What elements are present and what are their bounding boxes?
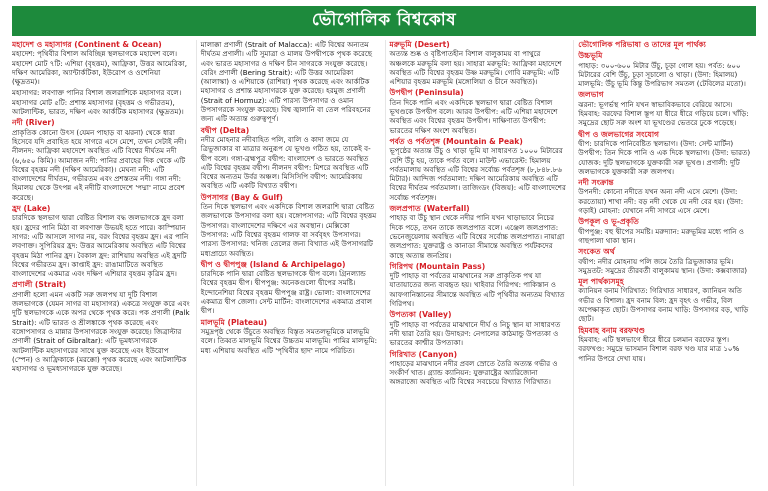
entry-heading: উপত্যকা (Valley): [389, 310, 452, 320]
entry: [12, 88, 190, 116]
entry: [390, 262, 568, 308]
entry-text: প্রাকৃতিক কোনো উৎস (যেমন পাহাড় বা ঝরনা) থেকে ধারা হিসেবে যদি প্রবাহিত হয়ে সাগরে এসে মেশে, তখন সেটাই নদী। নীলনদ: আফ্রিকা মহাদেশে অবস্থিত এটি বিশ্বের দীর্ঘতম নদী (৬,৬৫০ কিমি)। আমাজন নদী: পানির প্রবাহের দিক থেকে এটি বিশ্বের বৃহত্তম নদী (দক্ষিণ আমেরিকা)। মেঘনা নদী: এটি বাংলাদেশের দীর্ঘতম, গভীরতম এবং প্রশস্ততম নদী। গঙ্গা নদী: হিমালয় থেকে উৎপন্ন এই নদীটি বাংলাদেশে 'পদ্মা' নামে প্রবেশ করেছে।: [12, 127, 187, 202]
column-1: [12, 40, 190, 486]
entry: [578, 178, 756, 215]
entry-heading: উপকূল ও ভূ-প্রকৃতি: [578, 217, 639, 227]
entry-heading: দ্বীপ ও দ্বীপপুঞ্জ (Island & Archipelago): [200, 259, 346, 269]
entry: [390, 350, 568, 387]
entry: [390, 204, 568, 260]
entry-text: মহাদেশ: পৃথিবীর বিশাল অবিচ্ছিন্ন স্থলভাগকে মহাদেশ বলে। মহাদেশ মোট ৭টি: এশিয়া (বৃহত্তম), আফ্রিকা, উত্তর আমেরিকা, দক্ষিণ আমেরিকা, অ্যান্টার্কটিকা, ইউরোপ ও ওশেনিয়া (ক্ষুদ্রতম)।: [12, 49, 188, 87]
entry-heading: মূল পার্থক্যসমূহ: [578, 277, 624, 287]
entry: [578, 217, 756, 245]
entry-text: দ্বীপপুঞ্জ: বহু দ্বীপের সমষ্টি। মরুদ্যান: মরুভূমির মধ্যে পানি ও গাছপালা থাকা স্থান।: [578, 226, 744, 245]
entry-heading: উচ্চভূমি: [578, 51, 603, 61]
entry-heading: জলপ্রপাত (Waterfall): [389, 204, 470, 214]
entry-text: উপনদী: কোনো নদীতে যখন অন্য নদী এসে মেশে। (উদা: করতোয়া) শাখা নদী: বড় নদী থেকে যে নদী বের হয়। (উদা: গড়াই) মোহনা: যেখানে নদী সাগরে এসে মেশে।: [578, 187, 744, 216]
entry-text: পাহাড়ের মাঝখানে নদীর প্রবল স্রোতে তৈরি অত্যন্ত গভীর ও সংকীর্ণ খাত। গ্র্যান্ড ক্যানিয়ন: যুক্তরাষ্ট্রের অ্যারিজোনা অঙ্গরাজ্যে অবস্থিত এটি বিশ্বের সবচেয়ে বিখ্যাত গিরিখাত।: [389, 358, 558, 387]
entry-heading: প্রণালী (Strait): [12, 280, 67, 290]
entry-text: দুটি পাহাড় বা পর্বতের মাঝখানের সরু প্রাকৃতিক পথ যা যাতায়াতের জন্য ব্যবহৃত হয়। খাইবার গিরিপথ: পাকিস্তান ও আফগানিস্তানের সীমান্তে অবস্থিত এটি পৃথিবীর অন্যতম বিখ্যাত গিরিপথ।: [389, 271, 565, 309]
entry-text: তিন দিকে স্থলভাগ এবং একদিকে বিশাল জলরাশি দ্বারা বেষ্টিত জলভাগকে উপসাগর বলা হয়। বঙ্গোপসাগর: এটি বিশ্বের বৃহত্তম উপসাগর। বাংলাদেশের দক্ষিণে এর অবস্থান। মেক্সিকো উপসাগর: এটি বিশ্বের বৃহত্তম গালফ বা সর্ববৃহৎ উপসাগর। পারস্য উপসাগর: খনিজ তেলের জন্য বিখ্যাত এই উপসাগরটি মধ্যপ্রাচ্যে অবস্থিত।: [200, 202, 377, 258]
entry: [201, 40, 379, 124]
entry: [390, 137, 568, 202]
entry-heading: উপসাগর (Bay & Gulf): [200, 192, 283, 202]
entry-heading: হিমবাহ বনাম বরফখণ্ড: [578, 325, 645, 335]
entry-heading: মহাদেশ ও মহাসাগর (Continent & Ocean): [12, 40, 162, 49]
entry: [578, 40, 756, 49]
entry: [12, 118, 190, 202]
entry-text: মালাক্কা প্রণালী (Strait of Malacca): এটি বিশ্বের অন্যতম দীর্ঘতম প্রণালী। এটি সুমাত্রা ও মালয় উপদ্বীপকে পৃথক করেছে এবং ভারত মহাসাগর ও দক্ষিণ চীন সাগরকে সংযুক্ত করেছে। বেরিং প্রণালী (Bering Strait): এটি উত্তর আমেরিকা (আলাস্কা) ও এশিয়াকে (রাশিয়া) পৃথক করেছে এবং আর্কটিক মহাসাগর ও প্রশান্ত মহাসাগরকে যুক্ত করেছে। হরমুজ প্রণালী (Strait of Hormuz): এটি পারস্য উপসাগর ও ওমান উপসাগরকে সংযুক্ত করেছে। বিশ্ব জ্বালানি বা তেল পরিবহনের জন্য এটি অত্যন্ত গুরুত্বপূর্ণ।: [200, 40, 373, 124]
entry-text: ঝরনা: ভূগর্ভস্থ পানি যখন স্বাভাবিকভাবে বেরিয়ে আসে। হিমবাহ: বরফের বিশাল স্তূপ যা ধীরে ধীরে গড়িয়ে চলে। খাঁড়ি: সমুদ্রের ছোট সরু অংশ যা ভূখণ্ডের ভেতরে ঢুকে পড়েছে।: [578, 99, 749, 128]
entry-text: অত্যন্ত শুষ্ক ও বৃষ্টিপাতহীন বিশাল বালুকাময় বা পাথুরে অঞ্চলকে মরুভূমি বলা হয়। সাহারা মরুভূমি: আফ্রিকা মহাদেশে অবস্থিত এটি বিশ্বের বৃহত্তম উষ্ণ মরুভূমি। গোবি মরুভূমি: এটি এশিয়ার বৃহত্তম মরুভূমি (মঙ্গোলিয়া ও চীনে অবস্থিত)।: [389, 49, 562, 87]
entry-heading: মরুভূমি (Desert): [389, 40, 450, 49]
entry-text: বদ্বীপ: নদীর মোহনায় পলি জমে তৈরি ত্রিভুজাকার ভূমি। সমুদ্রতট: সমুদ্রের তীরবর্তী বালুকাময় স্থান। (উদা: কক্সবাজার): [578, 256, 748, 275]
entry: [12, 204, 190, 278]
entry-heading: মালভূমি (Plateau): [200, 317, 268, 327]
entry-text: চারদিকে স্থলভাগ দ্বারা বেষ্টিত বিশাল বদ্ধ জলভাগকে হ্রদ বলা হয়। হ্রদের পানি মিঠা বা লবণাক্ত উভয়ই হতে পারে। কাস্পিয়ান সাগর: এটি আসলে সাগর নয়, বরং বিশ্বের বৃহত্তম হ্রদ। এর পানি লবণাক্ত। সুপিরিয়র হ্রদ: উত্তর আমেরিকায় অবস্থিত এটি বিশ্বের বৃহত্তম মিঠা পানির হ্রদ। বৈকাল হ্রদ: রাশিয়ায় অবস্থিত এই হ্রদটি বিশ্বের গভীরতম হ্রদ। কাপ্তাই হ্রদ: রাঙামাটিতে অবস্থিত বাংলাদেশের একমাত্র এবং দক্ষিণ এশিয়ার বৃহত্তম কৃত্রিম হ্রদ।: [12, 213, 189, 279]
entry-heading: জলভাগ: [578, 90, 604, 100]
page-title: ভৌগোলিক বিশ্বকোষ: [311, 10, 457, 30]
entry: [578, 277, 756, 323]
entry: [201, 318, 379, 355]
entry: [390, 40, 568, 86]
entry-heading: গিরিখাত (Canyon): [389, 349, 458, 359]
entry-text: ক্যানিয়ন বনাম গিরিখাত: গিরিখাত সাধারণ, ক্যানিয়ন অতি গভীর ও বিশাল। হ্রদ বনাম বিল: হ্রদ বৃহৎ ও গভীর, বিল অপেক্ষাকৃত ছোট। উপসাগর বনাম খাড়ি: উপসাগর বড়, খাড়ি ছোট।: [578, 286, 749, 324]
entry-heading: গিরিপথ (Mountain Pass): [389, 261, 486, 271]
entry-text: মহাসাগর: লবণাক্ত পানির বিশাল জলরাশিকে মহাসাগর বলে। মহাসাগর মোট ৫টি: প্রশান্ত মহাসাগর (বৃহত্তম ও গভীরতম), আটলান্টিক, ভারত, দক্ষিণ এবং আর্কটিক মহাসাগর (ক্ষুদ্রতম)।: [12, 88, 184, 117]
entry-heading: নদী (River): [12, 118, 55, 128]
entry: [390, 310, 568, 347]
entry-heading: হ্রদ (Lake): [12, 204, 51, 214]
entry: [578, 326, 756, 363]
entry: [578, 90, 756, 127]
entry-heading: নদী সংক্রান্ত: [578, 178, 614, 188]
entry-text: তিন দিকে পানি এবং একদিকে স্থলভাগ দ্বারা বেষ্টিত বিশাল ভূখণ্ডকে উপদ্বীপ বলে। আরব উপদ্বীপ: এটি এশিয়া মহাদেশে অবস্থিত এবং বিশ্বের বৃহত্তম উপদ্বীপ। দাক্ষিণাত্য উপদ্বীপ: ভারতের দক্ষিণ অংশে অবস্থিত।: [389, 97, 558, 135]
entry-heading: উপদ্বীপ (Peninsula): [389, 88, 464, 98]
entry-heading: সংকেত অর্থ: [578, 247, 615, 257]
entry-heading: পর্বত ও পর্বতশৃঙ্গ (Mountain & Peak): [389, 136, 523, 146]
entry-text: নদীর মোহনার নদীবাহিত পলি, বালি ও কাদা জমে যে ত্রিভুজাকার বা মাত্রার অনুরূপ যে ভূখণ্ড গঠিত হয়, তাকেই ব-দ্বীপ বলে। গঙ্গা-ব্রহ্মপুত্র বদ্বীপ: বাংলাদেশ ও ভারতে অবস্থিত এটি বিশ্বের বৃহত্তম বদ্বীপ। নীলনদ বদ্বীপ: মিশরে অবস্থিত এটি বিশ্বের অন্যতম উর্বর অঞ্চল। মিসিসিপি বদ্বীপ: আমেরিকায় অবস্থিত এটি একটি বিখ্যাত বদ্বীপ।: [200, 134, 371, 191]
entry-text: প্রণালী হলো এমন একটি সরু জলপথ যা দুটি বিশাল জলভাগকে (যেমন সাগর বা মহাসাগর) একত্রে সংযুক্ত করে এবং দুটি স্থলভাগকে একে অপর থেকে পৃথক করে। পক প্রণালী (Palk Strait): এটি ভারত ও শ্রীলঙ্কাকে পৃথক করেছে এবং বঙ্গোপসাগর ও মান্নার উপসাগরকে সংযুক্ত করেছে। জিব্রাল্টার প্রণালী (Strait of Gibraltar): এটি ভূমধ্যসাগরকে আটলান্টিক মহাসাগরের সাথে যুক্ত করেছে এবং ইউরোপ (স্পেন) ও আফ্রিকাকে (মরক্কো) পৃথক করেছে এবং আটলান্টিক মহাসাগর ও ভূমধ্যসাগরকে যুক্ত করেছে।: [12, 289, 190, 374]
column-2: [196, 40, 379, 486]
entry-text: হিমবাহ: এটি স্থলভাগে ধীরে ধীরে চলমান বরফের স্তূপ। বরফখণ্ড: সমুদ্রে ভাসমান বিশাল বরফ খণ্ড যার মাত্র ১০% পানির উপরে দেখা যায়।: [578, 334, 740, 363]
entry-heading: বদ্বীপ (Delta): [200, 125, 250, 135]
entry-heading: দ্বীপ ও জলভাগের সংযোগ: [578, 129, 660, 139]
entry-text: সমুদ্রপৃষ্ঠ থেকে উঁচুতে অবস্থিত বিস্তৃত সমতলভূমিকে মালভূমি বলে। তিব্বত মালভূমি বিশ্বের উচ্চতম মালভূমি। পামির মালভূমি: মধ্য এশিয়ায় অবস্থিত এটি 'পৃথিবীর ছাদ' নামে পরিচিত।: [200, 326, 377, 355]
entry-heading: ভৌগোলিক পরিভাষা ও তাদের মূল পার্থক্য: [578, 40, 706, 49]
entry: [201, 260, 379, 316]
entry-text: দ্বীপ: চারদিকে পানিবেষ্টিত স্থলভাগ। (উদা: সেন্ট মার্টিন) উপদ্বীপ: তিন দিকে পানি ও এক দিকে স্থলভাগ। (উদা: ভারত) যোজক: দুটি স্থলভাগকে যুক্তকারী সরু ভূখণ্ড। প্রণালী: দুটি জলভাগকে যুক্তকারী সরু জলপথ।: [578, 138, 751, 176]
entry-text: ভূপৃষ্ঠের অত্যন্ত উঁচু ও খাড়া ভূমি যা সাধারণত ১০০০ মিটারের বেশি উঁচু হয়, তাকে পর্বত বলে। মাউন্ট এভারেস্ট: হিমালয় পর্বতমালায় অবস্থিত এটি বিশ্বের সর্বোচ্চ পর্বতশৃঙ্গ (৮,৮৪৮.৮৬ মিটার)। আন্দিজ পর্বতমালা: দক্ষিণ আমেরিকায় অবস্থিত এটি বিশ্বের দীর্ঘতম পর্বতমালা। তাজিংডং (বিজয়): এটি বাংলাদেশের সর্বোচ্চ পর্বতশৃঙ্গ।: [389, 146, 566, 202]
entry-text: চারদিকে পানি দ্বারা বেষ্টিত স্থলভাগকে দ্বীপ বলে। গ্রিনল্যান্ড বিশ্বের বৃহত্তম দ্বীপ। দ্বীপপুঞ্জ: অনেকগুলো দ্বীপের সমষ্টি। ইন্দোনেশিয়া বিশ্বের বৃহত্তম দ্বীপপুঞ্জ রাষ্ট্র। ভোলা: বাংলাদেশের একমাত্র দ্বীপ জেলা। সেন্ট মার্টিন: বাংলাদেশের একমাত্র প্রবাল দ্বীপ।: [200, 269, 373, 316]
content-columns: [12, 40, 756, 486]
entry: [12, 40, 190, 86]
column-4: [573, 40, 756, 486]
entry: [578, 130, 756, 176]
entry: [578, 51, 756, 88]
entry: [201, 126, 379, 191]
entry-text: দুটি পাহাড় বা পর্বতের মাঝখানে দীর্ঘ ও নিচু স্থান যা সাধারণত নদী দ্বারা তৈরি হয়। উদাহরণ: নেপালের কাঠমান্ডু উপত্যকা ও ভারতের কাশ্মীর উপত্যকা।: [389, 319, 561, 348]
entry-text: পাহাড়: ৩০০-৬০০ মিটার উঁচু, চূড়া গোল হয়। পর্বত: ৬০০ মিটারের বেশি উঁচু, চূড়া সূচালো ও খাড়া। (উদা: হিমালয়) মালভূমি: উঁচু ভূমি কিন্তু উপরিভাগ সমতল (টেবিলের মতো)।: [578, 60, 746, 89]
entry-text: পাহাড় বা উঁচু স্থান থেকে নদীর পানি যখন খাড়াভাবে নিচের দিকে পড়ে, তখন তাকে জলপ্রপাত বলে। এঞ্জেল জলপ্রপাত: ভেনেজুয়েলায় অবস্থিত এটি বিশ্বের সর্বোচ্চ জলপ্রপাত। নায়াগ্রা জলপ্রপাত: যুক্তরাষ্ট্র ও কানাডা সীমান্তে অবস্থিত পর্যটকদের কাছে অত্যন্ত জনপ্রিয়।: [389, 213, 565, 260]
entry: [390, 88, 568, 134]
entry: [201, 193, 379, 258]
entry: [578, 247, 756, 275]
entry: [12, 280, 190, 373]
title-banner: [12, 6, 756, 36]
column-3: [385, 40, 568, 486]
